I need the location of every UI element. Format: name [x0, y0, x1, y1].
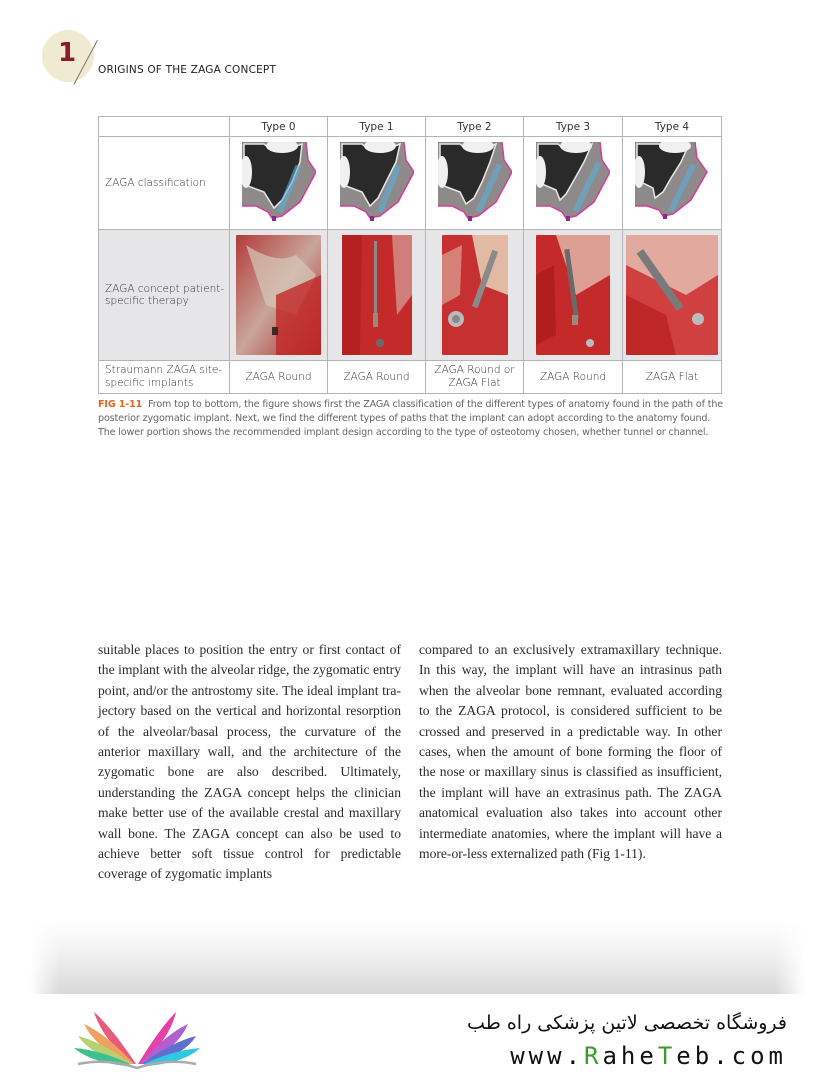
diagram-cell [623, 137, 722, 230]
figure-table [98, 116, 722, 394]
url-prefix: www. [510, 1042, 585, 1070]
anatomy-diagram-type-0 [242, 142, 316, 224]
column-header: Type 0 [230, 117, 328, 137]
anatomy-diagram-type-4 [635, 142, 709, 224]
anatomy-diagram-type-2 [438, 142, 512, 224]
surgical-photo-type-4 [626, 235, 718, 355]
diagram-cell [230, 137, 328, 230]
caption-text: From top to bottom, the figure shows first the ZAGA classification of the different types of anatomy found in the path of the posterior zygomatic implant. Next, we find the different types of paths that the implant can adopt according to the anatomy found. The lower portion shows the recommended implant design according to the type of osteotomy chosen, whether tunnel or channel. [98, 399, 724, 438]
table-header-row [99, 117, 722, 137]
surgical-photo-type-0 [236, 235, 321, 355]
surgical-photo-type-3 [536, 235, 610, 355]
row-label: ZAGA classification [99, 137, 230, 230]
table-row-implants [99, 361, 722, 394]
diagram-cell [524, 137, 623, 230]
photo-cell [328, 230, 426, 361]
column-header: Type 3 [524, 117, 623, 137]
implant-cell: ZAGA Flat [623, 361, 722, 394]
row-label: ZAGA concept patient-specific therapy [99, 230, 230, 361]
row-label: Straumann ZAGA site-specific implants [99, 361, 230, 394]
watermark-persian-text: فروشگاه تخصصی لاتین پزشکی راه طب [467, 1012, 787, 1034]
chapter-number: 1 [58, 38, 77, 68]
page-bottom-shadow [30, 920, 805, 994]
surgical-photo-type-2 [442, 235, 508, 355]
url-letter-r: R [584, 1042, 603, 1070]
implant-cell: ZAGA Round [328, 361, 426, 394]
photo-cell [230, 230, 328, 361]
watermark-url [510, 1042, 787, 1070]
photo-cell [623, 230, 722, 361]
diagram-cell [328, 137, 426, 230]
chapter-title: ORIGINS OF THE ZAGA CONCEPT [98, 64, 277, 76]
figure-caption [98, 398, 723, 440]
implant-cell: ZAGA Round or ZAGA Flat [426, 361, 524, 394]
open-book-logo-icon [72, 1008, 202, 1070]
implant-cell: ZAGA Round [524, 361, 623, 394]
url-part: ahe [602, 1042, 658, 1070]
column-header: Type 1 [328, 117, 426, 137]
body-text-right-column: compared to an exclusively extramaxillary technique. In this way, the implant will have an intrasinus path when the alveolar bone remnant, evaluated according to the ZAGA protocol, is considered sufficient to be crossed and preserved in a predictable way. In other cases, when the amount of bone forming the floor of the nose or maxillary sinus is classified as insufficient, the implant will have an extrasinus path. The ZAGA anatomical evaluation also takes into account other intermediate anatomies, where the implant will have a more-or-less externalized path (Fig 1-11). [419, 642, 722, 862]
column-header: Type 2 [426, 117, 524, 137]
figure-label: FIG 1-11 [98, 399, 143, 410]
url-letter-t: T [657, 1042, 677, 1070]
anatomy-diagram-type-1 [340, 142, 414, 224]
table-row-therapy [99, 230, 722, 361]
header-empty-cell [99, 117, 230, 137]
url-suffix: eb.com [676, 1042, 787, 1070]
photo-cell [524, 230, 623, 361]
anatomy-diagram-type-3 [536, 142, 610, 224]
surgical-photo-type-1 [342, 235, 412, 355]
body-text-left-column: suitable places to position the entry or first contact of the implant with the alveolar ridge, the zygomatic entry point, and/or the antrostomy site. The ideal implant trajectory based on the vertical and horizontal resorption of the alveolar/basal process, the curvature of the anterior maxillary wall, and the architecture of the zygomatic bone are also described. Ultimately, understanding the ZAGA concept helps the clinician make better use of the available crestal and maxillary wall bone. The ZAGA concept can also be used to achieve better soft tissue control for predictable coverage of zygomatic implants [98, 642, 401, 882]
table-row-classification [99, 137, 722, 230]
implant-cell: ZAGA Round [230, 361, 328, 394]
photo-cell [426, 230, 524, 361]
diagram-cell [426, 137, 524, 230]
column-header: Type 4 [623, 117, 722, 137]
